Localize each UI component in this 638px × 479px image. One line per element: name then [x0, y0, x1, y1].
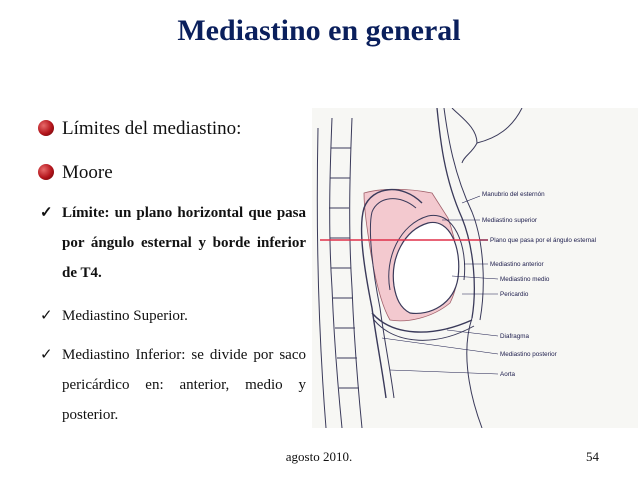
label-plano: Plano que pasa por el ángulo esternal — [490, 237, 597, 244]
label-mediastino-posterior: Mediastino posterior — [500, 351, 557, 358]
red-ball-bullet-icon — [38, 164, 54, 180]
label-aorta: Aorta — [500, 371, 516, 378]
checkmark-icon: ✓ — [40, 347, 53, 363]
mediastinum-sagittal-illustration — [312, 108, 638, 428]
bullet-moore — [38, 162, 113, 184]
label-mediastino-anterior: Mediastino anterior — [490, 261, 544, 268]
check-item-limite — [40, 198, 306, 288]
label-diafragma: Diafragma — [500, 333, 530, 340]
check-item-text: Mediastino Superior. — [62, 308, 188, 324]
check-item-text: Límite: un plano horizontal que pasa por ángulo esternal y borde inferior de T4. — [62, 205, 306, 281]
bullet-text: Moore — [62, 162, 113, 183]
label-pericardio: Pericardio — [500, 291, 529, 298]
bullet-limites — [38, 118, 241, 140]
check-item-text: Mediastino Inferior: se divide por saco pericárdico en: anterior, medio y posterior. — [62, 347, 306, 423]
label-manubrio: Manubrio del esternón — [482, 191, 545, 198]
red-ball-bullet-icon — [38, 120, 54, 136]
checkmark-icon: ✓ — [40, 205, 53, 221]
check-item-inferior — [40, 340, 306, 430]
label-mediastino-superior: Mediastino superior — [482, 217, 537, 224]
slide-number: 54 — [586, 449, 599, 464]
page-title: Mediastino en general — [177, 14, 461, 47]
mediastinum-diagram — [312, 108, 638, 428]
label-mediastino-medio: Mediastino medio — [500, 276, 550, 283]
bullet-text: Límites del mediastino: — [62, 118, 242, 139]
check-item-superior — [40, 301, 306, 331]
footer-date: agosto 2010. — [285, 449, 353, 464]
checkmark-icon: ✓ — [40, 308, 53, 324]
